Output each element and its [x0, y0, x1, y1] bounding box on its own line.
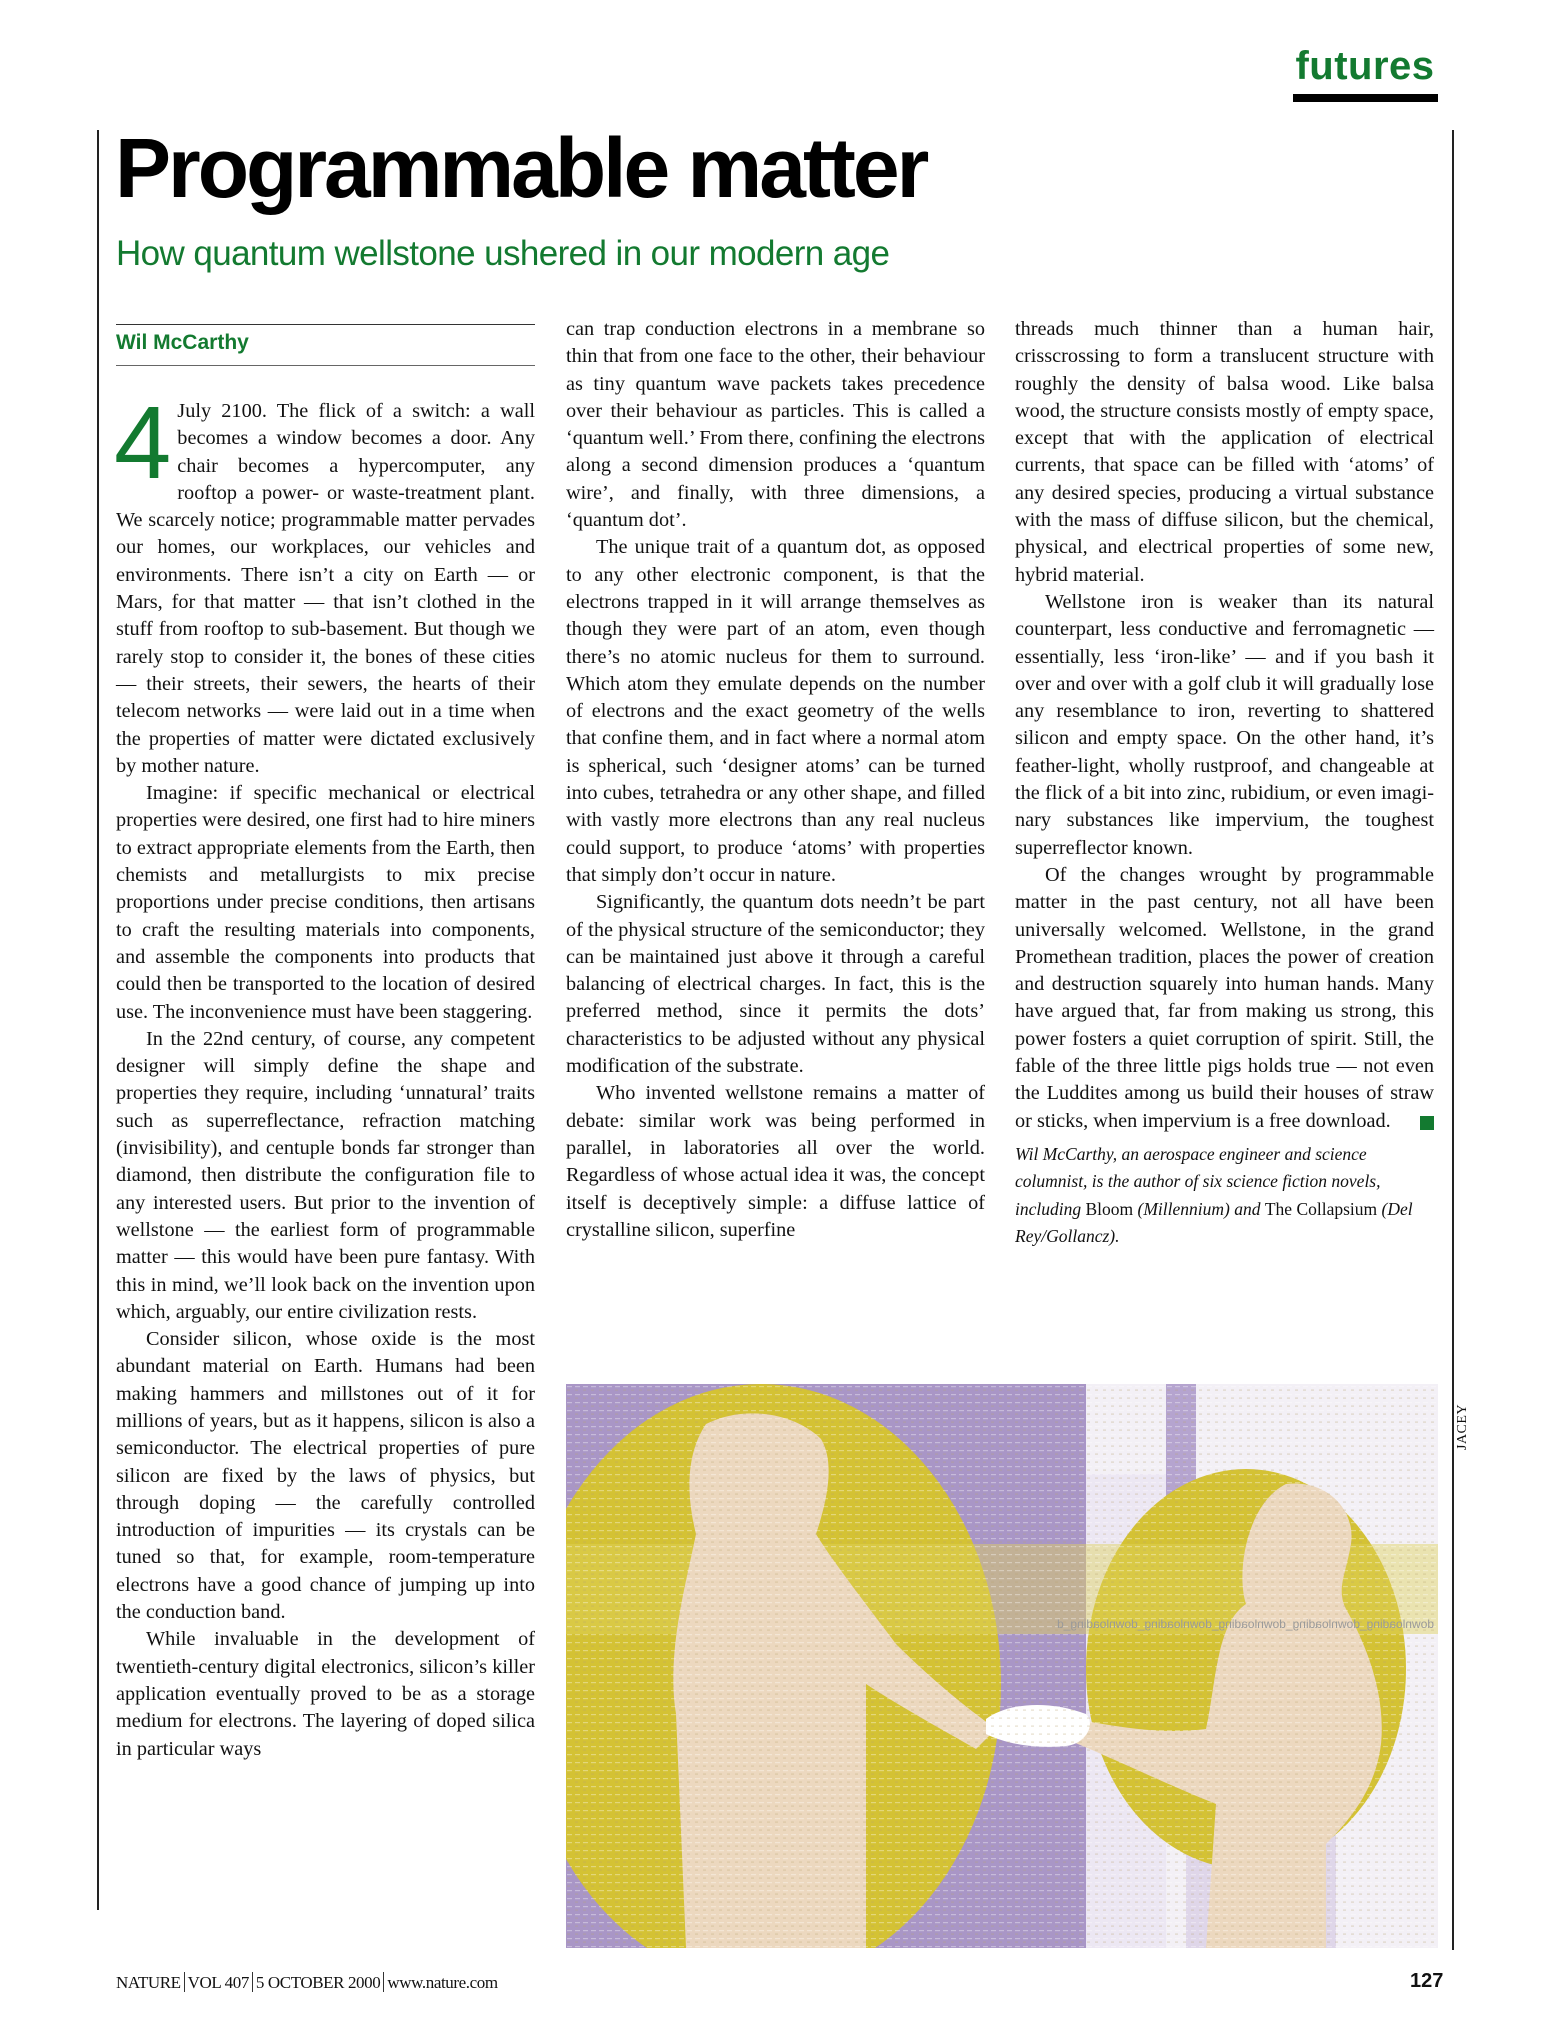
- end-of-article-mark: [1420, 1116, 1434, 1130]
- left-column-rule: [97, 130, 99, 1910]
- illustration-art: [566, 1384, 1438, 1948]
- divider: [383, 1972, 384, 1992]
- footer-citation: [116, 1972, 498, 1993]
- volume: VOL 407: [187, 1973, 249, 1992]
- paragraph: The unique trait of a quantum dot, as opposed to any other electronic component, is that the electrons trapped in it will arrange themselves as though they were part of an atom, even though there’s no atomic nucleus for them to surround. Which atom they emulate depends on the number of electrons and the exact geometry of the wells that confine them, and in fact where a normal atom is spherical, such ‘designer atoms’ can be turned into cubes, tetrahedra or any other shape, and filled with vastly more electrons than any real nucleus could support, to produce ‘atoms’ with properties that simply don’t occur in nature.: [566, 536, 985, 886]
- paragraph: Of the changes wrought by programmable matter in the past century, not all have been universally welcomed. Wellstone, in the grand Promethean tradition, places the power of creation and destruction squarely into human hands. Many have argued that, far from making us strong, this power fosters a quiet corruption of spirit. Still, the fable of the three little pigs holds true — not even the Luddites among us build their houses of straw or sticks, when impervium is a free download.: [1015, 863, 1434, 1132]
- divider: [252, 1972, 253, 1992]
- byline-box: [116, 324, 535, 366]
- author-bio: Wil McCarthy, an aerospace engineer and science columnist, is the author of six science fiction novels, including Bloom (Millennium) and The Collapsium (Del Rey/Gollancz).: [1015, 1143, 1413, 1246]
- column-1: [114, 385, 535, 1763]
- column-3: [1015, 316, 1434, 1250]
- section-rule: [1293, 94, 1438, 102]
- journal-name: NATURE: [116, 1973, 181, 1992]
- book-title: Bloom: [1085, 1198, 1134, 1219]
- issue-date: 5 OCTOBER 2000: [255, 1973, 381, 1992]
- paragraph: In the 22nd century, of course, any competent designer will simply define the shape and properties they require, including ‘unnatural’ traits such as superreflectance, refraction matching (invisibility), and centuple bonds far stronger than diamond, then distribute the configuration file to any interested users. But prior to the invention of wellstone — the earliest form of programmable matter — this would have been pure fantasy. With this in mind, we’ll look back on the invention upon which, arguably, our entire civilization rests.: [116, 1027, 535, 1323]
- paragraph: Imagine: if specific mechanical or electrical properties were desired, one first had to hire miners to extract appropriate elements from the Earth, then chemists and metallurgists to mix precise proportions under precise conditions, then artisans to craft the resulting materials into components, and assemble the components into products that could then be transported to the location of desired use. The inconvenience must have been staggering.: [116, 782, 535, 1023]
- author-byline: Wil McCarthy: [116, 331, 249, 354]
- paragraph: 4 July 2100. The flick of a switch: a wall becomes a window becomes a door. Any chair becomes a hypercomputer, any rooftop a power- or waste-treatment plant. We scarcely notice; programmable matter pervades our homes, our workplaces, our vehicles and environments. There isn’t a city on Earth — or Mars, for that matter — that isn’t clothed in the stuff from rooftop to sub-basement. But though we rarely stop to consider it, the bones of these cities — their streets, their sewers, the hearts of their telecom networks — were laid out in a time when the properties of matter were dictated exclusively by mother nature.: [114, 385, 535, 777]
- paragraph: Wellstone iron is weaker than its natural counterpart, less conductive and ferromagnetic — essentially, less ‘iron-like’ — and if you bash it over and over with a golf club it will gradually lose any resemblance to iron, reverting to shattered silicon and empty space. On the other hand, it’s feather-light, wholly rustproof, and changeable at the flick of a bit into zinc, rubidium, or even imaginary substances like impervium, the toughest superreflector known.: [1015, 590, 1434, 859]
- drop-cap: 4: [114, 385, 172, 500]
- article-subtitle: How quantum wellstone ushered in our modern age: [116, 234, 890, 273]
- paragraph: Consider silicon, whose oxide is the most abundant material on Earth. Humans had been making hammers and millstones out of it for millions of years, but as it happens, silicon is also a semiconductor. The electrical properties of pure silicon are fixed by the laws of physics, but through doping — the carefully controlled introduction of impurities — its crystals can be tuned so that, for example, room-temperature electrons have a good chance of jumping up into the conduction band.: [116, 1328, 535, 1624]
- paragraph: can trap conduction electrons in a membrane so thin that from one face to the other, their behaviour as tiny quantum wave packets takes precedence over their behaviour as particles. This is called a ‘quantum well.’ From there, confining the electrons along a second dimension produces a ‘quantum wire’, and finally, with three dimensions, a ‘quantum dot’.: [566, 318, 985, 532]
- journal-url[interactable]: www.nature.com: [387, 1973, 498, 1992]
- divider: [184, 1972, 185, 1992]
- paragraph: Significantly, the quantum dots needn’t be part of the physical structure of the semiconductor; they can be maintained just above it through a careful balancing of electrical charges. In fact, this is the preferred method, since it permits the dots’ characteristics to be adjusted without any physical modification of the substrate.: [566, 891, 985, 1078]
- downloading-text: downloading_downloading_downloading_downloading_downloading_d: [1057, 1617, 1434, 1631]
- book-title: The Collapsium: [1264, 1198, 1378, 1219]
- paragraph: While invaluable in the development of twentieth-century digital electronics, silicon’s killer application eventually proved to be as a storage medium for electrons. The layering of doped silica in particular ways: [116, 1628, 535, 1760]
- article-illustration: [566, 1384, 1438, 1948]
- section-label: futures: [1295, 44, 1435, 88]
- binary-texture: [566, 1384, 1438, 1948]
- paragraph: Who invented wellstone remains a matter of debate: similar work was being performed in parallel, in laboratories all over the world. Regardless of whose actual idea it was, the concept itself is deceptively simple: a diffuse lattice of crystalline silicon, superfine: [566, 1082, 985, 1241]
- right-column-rule: [1452, 130, 1454, 1950]
- article-title: Programmable matter: [115, 121, 927, 215]
- illustration-credit: JACEY: [1455, 1403, 1470, 1450]
- paragraph: threads much thinner than a human hair, crisscrossing to form a translucent structure with roughly the density of balsa wood. Like balsa wood, the structure consists mostly of empty space, except that with the application of electrical currents, that space can be filled with ‘atoms’ of any desired species, producing a virtual substance with the mass of diffuse silicon, but the chemical, physical, and electrical properties of some new, hybrid material.: [1015, 318, 1434, 586]
- page-number: 127: [1410, 1970, 1444, 1992]
- column-2: [566, 316, 985, 1244]
